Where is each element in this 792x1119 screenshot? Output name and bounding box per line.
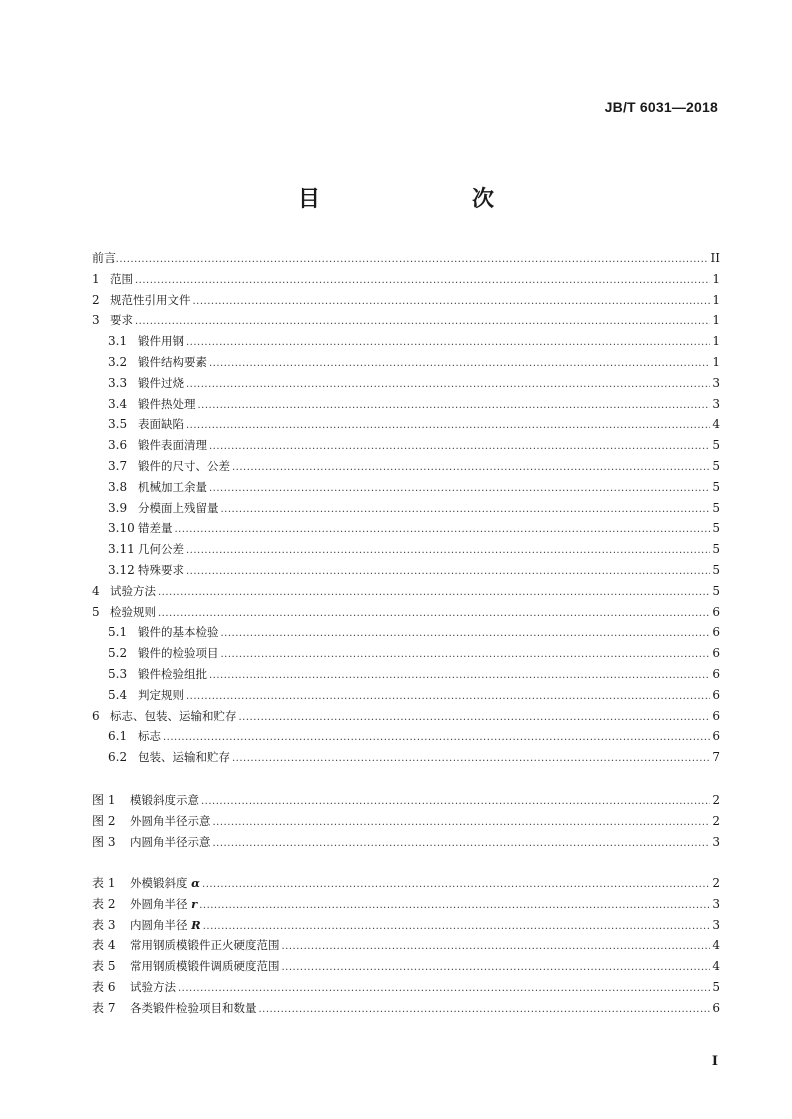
dot-leader bbox=[186, 416, 710, 437]
entry-title-text: 几何公差 bbox=[138, 542, 184, 557]
entry-number: 5.4 bbox=[108, 687, 128, 702]
entry-number: 1 bbox=[92, 271, 100, 286]
entry-number: 3.8 bbox=[108, 479, 128, 494]
entry-title-text: 锻件的尺寸、公差 bbox=[138, 458, 230, 473]
dot-leader bbox=[221, 624, 711, 645]
entry-number: 5 bbox=[92, 604, 100, 619]
dot-leader bbox=[186, 562, 710, 583]
toc-entry[interactable] bbox=[92, 560, 720, 581]
entry-page: 6 bbox=[712, 729, 720, 744]
entry-symbol: R bbox=[191, 917, 201, 932]
entry-number: 表 2 bbox=[92, 896, 116, 911]
entry-title-text: 模锻斜度示意 bbox=[130, 793, 199, 807]
entry-page: 1 bbox=[712, 271, 720, 286]
toc-entry[interactable] bbox=[92, 269, 720, 290]
toc-entry[interactable] bbox=[92, 643, 720, 664]
dot-leader bbox=[232, 749, 710, 770]
toc-entry[interactable] bbox=[92, 622, 720, 643]
entry-page: 3 bbox=[712, 834, 720, 849]
entry-page: 2 bbox=[712, 813, 720, 828]
entry-title bbox=[130, 832, 211, 853]
entry-title-text: 机械加工余量 bbox=[138, 479, 207, 494]
entry-number: 6.2 bbox=[108, 750, 128, 765]
entry-number: 6 bbox=[92, 708, 100, 723]
entry-number: 5.1 bbox=[108, 625, 128, 640]
entry-number: 3 bbox=[92, 313, 100, 328]
entry-page: 5 bbox=[712, 562, 720, 577]
toc-entry[interactable] bbox=[92, 456, 720, 477]
entry-title bbox=[138, 477, 207, 498]
entry-number: 5.3 bbox=[108, 666, 128, 681]
dot-leader bbox=[158, 583, 710, 604]
entry-title-text: 检验规则 bbox=[110, 604, 156, 619]
entry-title bbox=[138, 726, 161, 747]
entry-page: 5 bbox=[712, 583, 720, 598]
dot-leader bbox=[112, 250, 709, 271]
entry-number: 3.9 bbox=[108, 500, 128, 515]
page-number: I bbox=[711, 1054, 718, 1069]
dot-leader bbox=[186, 375, 710, 396]
entry-number: 3.1 bbox=[108, 334, 128, 349]
entry-title bbox=[130, 956, 280, 977]
entry-page: 4 bbox=[712, 417, 720, 432]
entry-title-text: 要求 bbox=[110, 313, 133, 328]
entry-number: 3.6 bbox=[108, 438, 128, 453]
entry-title-text: 分模面上残留量 bbox=[138, 500, 219, 515]
entry-title bbox=[110, 290, 191, 311]
entry-title bbox=[138, 373, 184, 394]
entry-page: 4 bbox=[712, 959, 720, 974]
entry-title-text: 锻件检验组批 bbox=[138, 666, 207, 681]
dot-leader bbox=[178, 979, 710, 1000]
entry-number: 3.4 bbox=[108, 396, 128, 411]
entry-title bbox=[110, 581, 156, 602]
tab-entry[interactable] bbox=[92, 977, 720, 998]
dot-leader bbox=[203, 917, 710, 938]
entry-title-text: 范围 bbox=[110, 271, 133, 286]
entry-title bbox=[130, 998, 257, 1019]
fig-entry[interactable] bbox=[92, 790, 720, 811]
dot-leader bbox=[282, 937, 711, 958]
entry-number: 图 3 bbox=[92, 834, 116, 849]
entry-title-text: 包装、运输和贮存 bbox=[138, 750, 230, 765]
entry-title-text: 试验方法 bbox=[130, 979, 176, 994]
entry-title-text: 锻件结构要素 bbox=[138, 354, 207, 369]
entry-title-text: 内圆角半径 bbox=[130, 917, 188, 932]
dot-leader bbox=[239, 708, 711, 729]
toc-entry[interactable] bbox=[92, 664, 720, 685]
entry-title-text: 表面缺陷 bbox=[138, 417, 184, 432]
entry-title-text: 常用钢质模锻件正火硬度范围 bbox=[130, 938, 280, 953]
dot-leader bbox=[186, 687, 710, 708]
entry-page: 7 bbox=[712, 750, 720, 765]
toc-entry[interactable] bbox=[92, 352, 720, 373]
entry-number: 4 bbox=[92, 583, 100, 598]
toc-entry[interactable] bbox=[92, 373, 720, 394]
entry-number: 6.1 bbox=[108, 729, 128, 744]
entry-title-text: 锻件表面清理 bbox=[138, 438, 207, 453]
tab-entry[interactable] bbox=[92, 998, 720, 1019]
toc-entry[interactable] bbox=[92, 726, 720, 747]
entry-title bbox=[130, 935, 280, 956]
entry-title bbox=[130, 915, 201, 936]
entry-number: 表 5 bbox=[92, 959, 116, 974]
dot-leader bbox=[163, 728, 710, 749]
dot-leader bbox=[198, 396, 711, 417]
entry-page: 5 bbox=[712, 458, 720, 473]
entry-page: 3 bbox=[712, 396, 720, 411]
dot-leader bbox=[202, 875, 710, 896]
entry-title bbox=[138, 518, 173, 539]
entry-number: 图 1 bbox=[92, 793, 116, 807]
entry-number: 表 3 bbox=[92, 917, 116, 932]
entry-page: 5 bbox=[712, 500, 720, 515]
entry-title bbox=[138, 414, 184, 435]
entry-title bbox=[138, 685, 184, 706]
toc-entry[interactable] bbox=[92, 706, 720, 727]
entry-title bbox=[138, 435, 207, 456]
entry-title-text: 锻件用钢 bbox=[138, 334, 184, 349]
entry-title bbox=[138, 352, 207, 373]
tab-entry[interactable] bbox=[92, 956, 720, 977]
entry-number: 3.2 bbox=[108, 354, 128, 369]
entry-title bbox=[138, 747, 230, 768]
dot-leader bbox=[175, 520, 711, 541]
dot-leader bbox=[209, 437, 710, 458]
dot-leader bbox=[221, 645, 711, 666]
entry-number: 3.12 bbox=[108, 562, 135, 577]
tab-entry[interactable] bbox=[92, 935, 720, 956]
dot-leader bbox=[232, 458, 710, 479]
toc-entry[interactable] bbox=[92, 290, 720, 311]
entry-title-text: 锻件热处理 bbox=[138, 396, 196, 411]
entry-page: 5 bbox=[712, 521, 720, 536]
page-title: 目 次 bbox=[297, 187, 530, 212]
entry-number: 表 1 bbox=[92, 876, 116, 890]
entry-title bbox=[110, 269, 133, 290]
dot-leader bbox=[209, 479, 710, 500]
entry-title bbox=[130, 977, 176, 998]
dot-leader bbox=[221, 500, 711, 521]
entry-title bbox=[138, 622, 219, 643]
entry-number: 3.3 bbox=[108, 375, 128, 390]
dot-leader bbox=[135, 271, 710, 292]
entry-number: 3.7 bbox=[108, 458, 128, 473]
entry-number: 3.11 bbox=[108, 542, 135, 557]
entry-page: 6 bbox=[712, 646, 720, 661]
toc-entry[interactable] bbox=[92, 310, 720, 331]
entry-number: 3.5 bbox=[108, 417, 128, 432]
standard-code: JB/T 6031—2018 bbox=[604, 99, 718, 115]
entry-title-text: 特殊要求 bbox=[138, 562, 184, 577]
dot-leader bbox=[209, 354, 710, 375]
toc-entry[interactable] bbox=[92, 414, 720, 435]
toc-entry[interactable] bbox=[92, 248, 720, 269]
entry-page: 1 bbox=[712, 354, 720, 369]
toc-entry[interactable] bbox=[92, 498, 720, 519]
toc-entry[interactable] bbox=[92, 581, 720, 602]
toc-entry[interactable] bbox=[92, 747, 720, 768]
entry-title bbox=[138, 539, 184, 560]
entry-page: 1 bbox=[712, 334, 720, 349]
entry-title bbox=[138, 643, 219, 664]
dot-leader bbox=[186, 333, 710, 354]
toc-entry[interactable] bbox=[92, 539, 720, 560]
entry-title-text: 锻件的检验项目 bbox=[138, 646, 219, 661]
entry-number: 前言 bbox=[92, 251, 117, 265]
toc-entry[interactable] bbox=[92, 331, 720, 352]
toc-entry[interactable] bbox=[92, 518, 720, 539]
fig-entry[interactable] bbox=[92, 811, 720, 832]
dot-leader bbox=[259, 1000, 711, 1021]
entry-page: 5 bbox=[712, 542, 720, 557]
dot-leader bbox=[193, 292, 711, 313]
entry-title bbox=[138, 456, 230, 477]
entry-title-text: 试验方法 bbox=[110, 583, 156, 598]
entry-page: 2 bbox=[712, 793, 720, 807]
dot-leader bbox=[199, 896, 710, 917]
entry-title bbox=[138, 394, 196, 415]
entry-title-text: 标志、包装、运输和贮存 bbox=[110, 708, 237, 723]
entry-page: 1 bbox=[712, 313, 720, 328]
entry-title-text: 外圆角半径 bbox=[130, 896, 188, 911]
entry-title bbox=[138, 498, 219, 519]
entry-title bbox=[110, 602, 156, 623]
tab-entry[interactable] bbox=[92, 894, 720, 915]
entry-symbol: α bbox=[191, 876, 201, 890]
entry-page: 6 bbox=[712, 708, 720, 723]
entry-page: 3 bbox=[712, 917, 720, 932]
entry-page: 3 bbox=[712, 375, 720, 390]
toc-entry[interactable] bbox=[92, 435, 720, 456]
entry-number: 图 2 bbox=[92, 813, 116, 828]
dot-leader bbox=[201, 792, 710, 813]
entry-page: 3 bbox=[712, 896, 720, 911]
entry-title-text: 标志 bbox=[138, 729, 161, 744]
toc-entry[interactable] bbox=[92, 602, 720, 623]
entry-page: 6 bbox=[712, 666, 720, 681]
entry-title-text: 内圆角半径示意 bbox=[130, 834, 211, 849]
dot-leader bbox=[213, 813, 711, 834]
figure-list bbox=[92, 790, 720, 852]
entry-title-text: 锻件过烧 bbox=[138, 375, 184, 390]
entry-number: 5.2 bbox=[108, 646, 128, 661]
entry-symbol: r bbox=[191, 896, 198, 911]
entry-page: 5 bbox=[712, 438, 720, 453]
table-list bbox=[92, 873, 720, 1019]
toc-entry[interactable] bbox=[92, 685, 720, 706]
entry-number: 2 bbox=[92, 292, 100, 307]
entry-page: 2 bbox=[712, 876, 720, 890]
entry-page: 4 bbox=[712, 938, 720, 953]
entry-title-text: 判定规则 bbox=[138, 687, 184, 702]
entry-title bbox=[110, 706, 237, 727]
entry-number: 表 6 bbox=[92, 979, 116, 994]
entry-title bbox=[130, 790, 199, 811]
entry-title-text: 锻件的基本检验 bbox=[138, 625, 219, 640]
dot-leader bbox=[209, 666, 710, 687]
tab-entry[interactable] bbox=[92, 873, 720, 894]
dot-leader bbox=[213, 834, 711, 855]
entry-title bbox=[138, 560, 184, 581]
entry-number: 表 7 bbox=[92, 1000, 116, 1015]
dot-leader bbox=[186, 541, 710, 562]
fig-entry[interactable] bbox=[92, 832, 720, 853]
entry-title-text: 错差量 bbox=[138, 521, 173, 536]
entry-page: II bbox=[710, 251, 720, 265]
entry-page: 5 bbox=[712, 979, 720, 994]
entry-page: 6 bbox=[712, 687, 720, 702]
entry-title bbox=[130, 811, 211, 832]
toc-entry[interactable] bbox=[92, 394, 720, 415]
entry-page: 6 bbox=[712, 1000, 720, 1015]
entry-title bbox=[130, 894, 197, 915]
dot-leader bbox=[158, 604, 710, 625]
entry-title-text: 常用钢质模锻件调质硬度范围 bbox=[130, 959, 280, 974]
entry-title bbox=[110, 310, 133, 331]
entry-title-text: 各类锻件检验项目和数量 bbox=[130, 1000, 257, 1015]
entry-title bbox=[130, 873, 200, 894]
entry-page: 6 bbox=[712, 604, 720, 619]
dot-leader bbox=[135, 312, 710, 333]
entry-title bbox=[138, 331, 184, 352]
entry-title bbox=[138, 664, 207, 685]
entry-title-text: 规范性引用文件 bbox=[110, 292, 191, 307]
entry-number: 表 4 bbox=[92, 938, 116, 953]
entry-number: 3.10 bbox=[108, 521, 135, 536]
entry-title-text: 外圆角半径示意 bbox=[130, 813, 211, 828]
dot-leader bbox=[282, 958, 711, 979]
entry-title-text: 外模锻斜度 bbox=[130, 876, 188, 890]
entry-page: 1 bbox=[712, 292, 720, 307]
table-of-contents bbox=[92, 248, 720, 768]
entry-page: 5 bbox=[712, 479, 720, 494]
toc-entry[interactable] bbox=[92, 477, 720, 498]
entry-page: 6 bbox=[712, 625, 720, 640]
tab-entry[interactable] bbox=[92, 915, 720, 936]
